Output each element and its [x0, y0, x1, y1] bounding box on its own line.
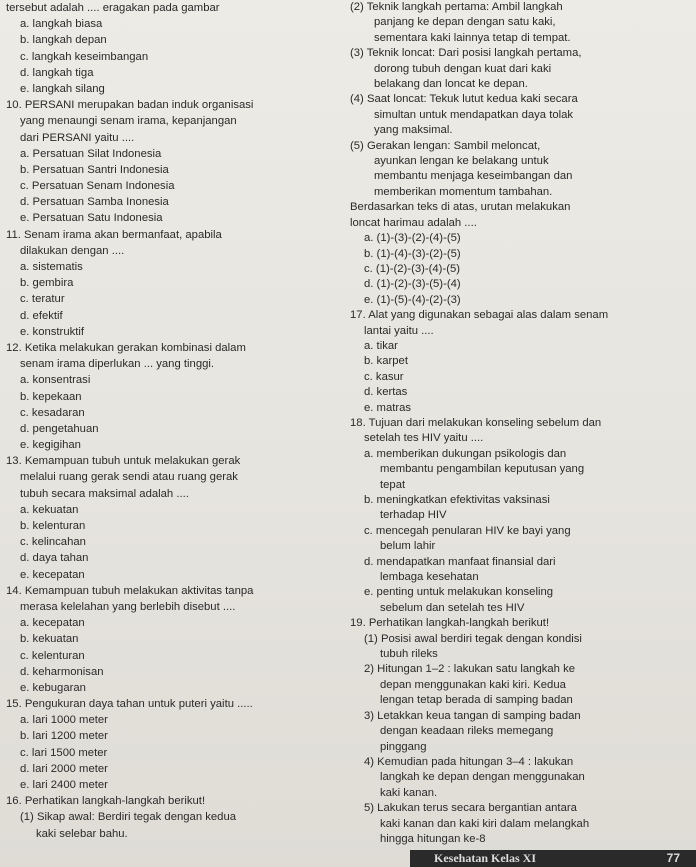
right-text-line: belakang dan loncat ke depan. [374, 78, 528, 91]
right-text-line: (2) Teknik langkah pertama: Ambil langkah [350, 1, 563, 13]
left-text-line: senam irama diperlukan ... yang tinggi. [20, 358, 215, 371]
left-text-line: b. gembira [20, 277, 74, 290]
left-text-line: merasa kelelahan yang berlebih disebut .... [20, 600, 236, 613]
right-text-line: b. karpet [364, 355, 408, 368]
right-text-line: a. memberikan dukungan psikologis dan [364, 447, 567, 460]
right-text-line: b. meningkatkan efektivitas vaksinasi [364, 494, 550, 506]
right-text-line: 4) Kemudian pada hitungan 3–4 : lakukan [364, 755, 574, 768]
left-text-line: e. lari 2400 meter [20, 779, 108, 791]
left-text-line: d. keharmonisan [20, 665, 104, 678]
left-text-line: tersebut adalah .... eragakan pada gambar [6, 2, 220, 14]
right-text-line: 17. Alat yang digunakan sebagai alas dalam senam [350, 309, 609, 322]
right-text-line: (3) Teknik loncat: Dari posisi langkah pertama, [350, 47, 582, 60]
right-text-line: sebelum dan setelah tes HIV [380, 601, 525, 614]
left-text-line: 11. Senam irama akan bermanfaat, apabila [6, 228, 222, 241]
footer-title: Kesehatan Kelas XI [434, 851, 536, 865]
right-text-line: e. matras [364, 401, 412, 414]
right-text-line: (1) Posisi awal berdiri tegak dengan kondisi [364, 632, 582, 645]
page-footer [410, 850, 696, 867]
right-text-line: 3) Letakkan keua tangan di samping badan [364, 709, 581, 722]
right-text-line: 19. Perhatikan langkah-langkah berikut! [350, 617, 550, 630]
left-column [6, 0, 346, 842]
left-text-line: 16. Perhatikan langkah-langkah berikut! [6, 795, 206, 808]
right-text-line: lengan tetap berada di samping badan [380, 694, 573, 707]
right-text-line: membantu menjaga keseimbangan dan [374, 170, 573, 183]
left-text-line: d. pengetahuan [20, 422, 99, 435]
left-text-line: 10. PERSANI merupakan badan induk organisasi [6, 99, 254, 112]
left-text-line: 12. Ketika melakukan gerakan kombinasi dalam [6, 341, 246, 354]
left-text-line: tubuh secara maksimal adalah .... [20, 487, 189, 500]
left-text-line: b. langkah depan [20, 34, 107, 47]
right-text-line: panjang ke depan dengan satu kaki, [374, 16, 556, 29]
right-text-line: dengan keadaan rileks memegang [380, 725, 554, 738]
right-text-line: depan menggunakan kaki kiri. Kedua [380, 678, 566, 691]
right-text-line: c. kasur [364, 370, 404, 383]
right-text-line: kaki kanan. [380, 786, 438, 799]
right-text-line: 2) Hitungan 1–2 : lakukan satu langkah ke [364, 663, 576, 676]
right-text-line: belum lahir [380, 540, 436, 553]
left-text-line: e. Persatuan Satu Indonesia [20, 212, 163, 225]
left-text-line: b. lari 1200 meter [20, 730, 108, 743]
left-text-line: c. kelincahan [20, 536, 86, 549]
left-text-line: b. kekuatan [20, 633, 79, 646]
right-column [350, 0, 692, 847]
left-text-line: c. Persatuan Senam Indonesia [20, 180, 175, 193]
left-text-line: 15. Pengukuran daya tahan untuk puteri yaitu ..... [6, 698, 253, 711]
right-text-line: yang maksimal. [374, 124, 453, 137]
right-text-line: langkah ke depan dengan menggunakan [380, 771, 585, 784]
right-text-line: 5) Lakukan terus secara bergantian antara [364, 802, 577, 815]
left-text-line: d. lari 2000 meter [20, 762, 108, 775]
left-text-line: a. lari 1000 meter [20, 714, 108, 727]
left-text-line: d. daya tahan [20, 552, 89, 565]
left-text-line: c. teratur [20, 293, 65, 306]
left-text-line: a. sistematis [20, 261, 83, 273]
right-text-line: (5) Gerakan lengan: Sambil meloncat, [350, 139, 541, 152]
left-text-line: 13. Kemampuan tubuh untuk melakukan gerak [6, 455, 241, 468]
right-text-line: kaki kanan dan kaki kiri dalam melangkah [380, 817, 590, 830]
right-text-line: 18. Tujuan dari melakukan konseling sebelum dan [350, 416, 602, 429]
right-text-line: c. mencegah penularan HIV ke bayi yang [364, 524, 571, 537]
page-number: 77 [666, 851, 680, 865]
right-text-line: e. (1)-(5)-(4)-(2)-(3) [364, 293, 461, 306]
left-text-line: e. langkah silang [20, 82, 105, 95]
right-text-line: dorong tubuh dengan kuat dari kaki [374, 62, 552, 75]
left-text-line: b. kelenturan [20, 520, 86, 532]
left-text-line: e. kebugaran [20, 681, 86, 694]
left-text-line: 14. Kemampuan tubuh melakukan aktivitas tanpa [6, 584, 254, 597]
left-text-line: c. kesadaran [20, 406, 85, 419]
left-text-line: d. Persatuan Samba Inonesia [20, 196, 169, 209]
right-text-line: b. (1)-(4)-(3)-(2)-(5) [364, 247, 461, 260]
right-text-line: (4) Saat loncat: Tekuk lutut kedua kaki secara [350, 93, 578, 106]
right-text-line: d. mendapatkan manfaat finansial dari [364, 555, 556, 568]
left-text-line: d. efektif [20, 309, 63, 322]
left-text-line: e. konstruktif [20, 325, 85, 338]
left-text-line: (1) Sikap awal: Berdiri tegak dengan kedua [20, 811, 237, 824]
left-text-line: dilakukan dengan .... [20, 244, 125, 257]
right-text-line: d. kertas [364, 386, 408, 399]
left-text-line: c. kelenturan [20, 649, 85, 662]
right-text-line: lembaga kesehatan [380, 571, 479, 584]
left-text-line: d. langkah tiga [20, 66, 94, 79]
right-text-line: a. (1)-(3)-(2)-(4)-(5) [364, 232, 461, 245]
left-text-line: a. kekuatan [20, 503, 79, 516]
right-text-line: a. tikar [364, 339, 398, 352]
left-text-line: a. konsentrasi [20, 374, 91, 387]
right-text-line: c. (1)-(2)-(3)-(4)-(5) [364, 262, 461, 275]
right-text-line: hingga hitungan ke-8 [380, 832, 486, 845]
left-text-line: e. kegigihan [20, 439, 81, 452]
left-text-line: yang menaungi senam irama, kepanjangan [20, 115, 237, 128]
left-text-line: c. langkah keseimbangan [20, 50, 149, 63]
left-text-line: e. kecepatan [20, 568, 85, 581]
left-text-line: a. Persatuan Silat Indonesia [20, 147, 162, 160]
left-text-line: b. Persatuan Santri Indonesia [20, 163, 169, 176]
right-text-line: setelah tes HIV yaitu .... [364, 432, 484, 445]
left-text-line: dari PERSANI yaitu .... [20, 131, 135, 144]
left-text-line: a. langkah biasa [20, 18, 103, 31]
right-text-line: pinggang [380, 740, 427, 753]
right-text-line: Berdasarkan teks di atas, urutan melakukan [350, 201, 571, 214]
left-text-line: a. kecepatan [20, 617, 85, 630]
left-text-line: c. lari 1500 meter [20, 746, 108, 759]
right-text-line: tubuh rileks [380, 648, 438, 661]
right-text-line: e. penting untuk melakukan konseling [364, 586, 554, 599]
right-text-line: d. (1)-(2)-(3)-(5)-(4) [364, 278, 461, 291]
right-text-line: terhadap HIV [380, 509, 447, 522]
right-text-line: simultan untuk mendapatkan daya tolak [374, 108, 574, 121]
right-text-line: loncat harimau adalah .... [350, 216, 477, 229]
right-text-line: lantai yaitu .... [364, 324, 434, 337]
right-text-line: ayunkan lengan ke belakang untuk [374, 155, 549, 168]
left-text-line: melalui ruang gerak sendi atau ruang gerak [20, 471, 238, 484]
left-text-line: b. kepekaan [20, 390, 82, 403]
right-text-line: sementara kaki lainnya tetap di tempat. [374, 31, 571, 44]
right-text-line: tepat [380, 478, 406, 491]
right-text-line: memberikan momentum tambahan. [374, 185, 553, 198]
left-text-line: kaki selebar bahu. [36, 827, 128, 840]
right-text-line: membantu pengambilan keputusan yang [380, 463, 585, 476]
